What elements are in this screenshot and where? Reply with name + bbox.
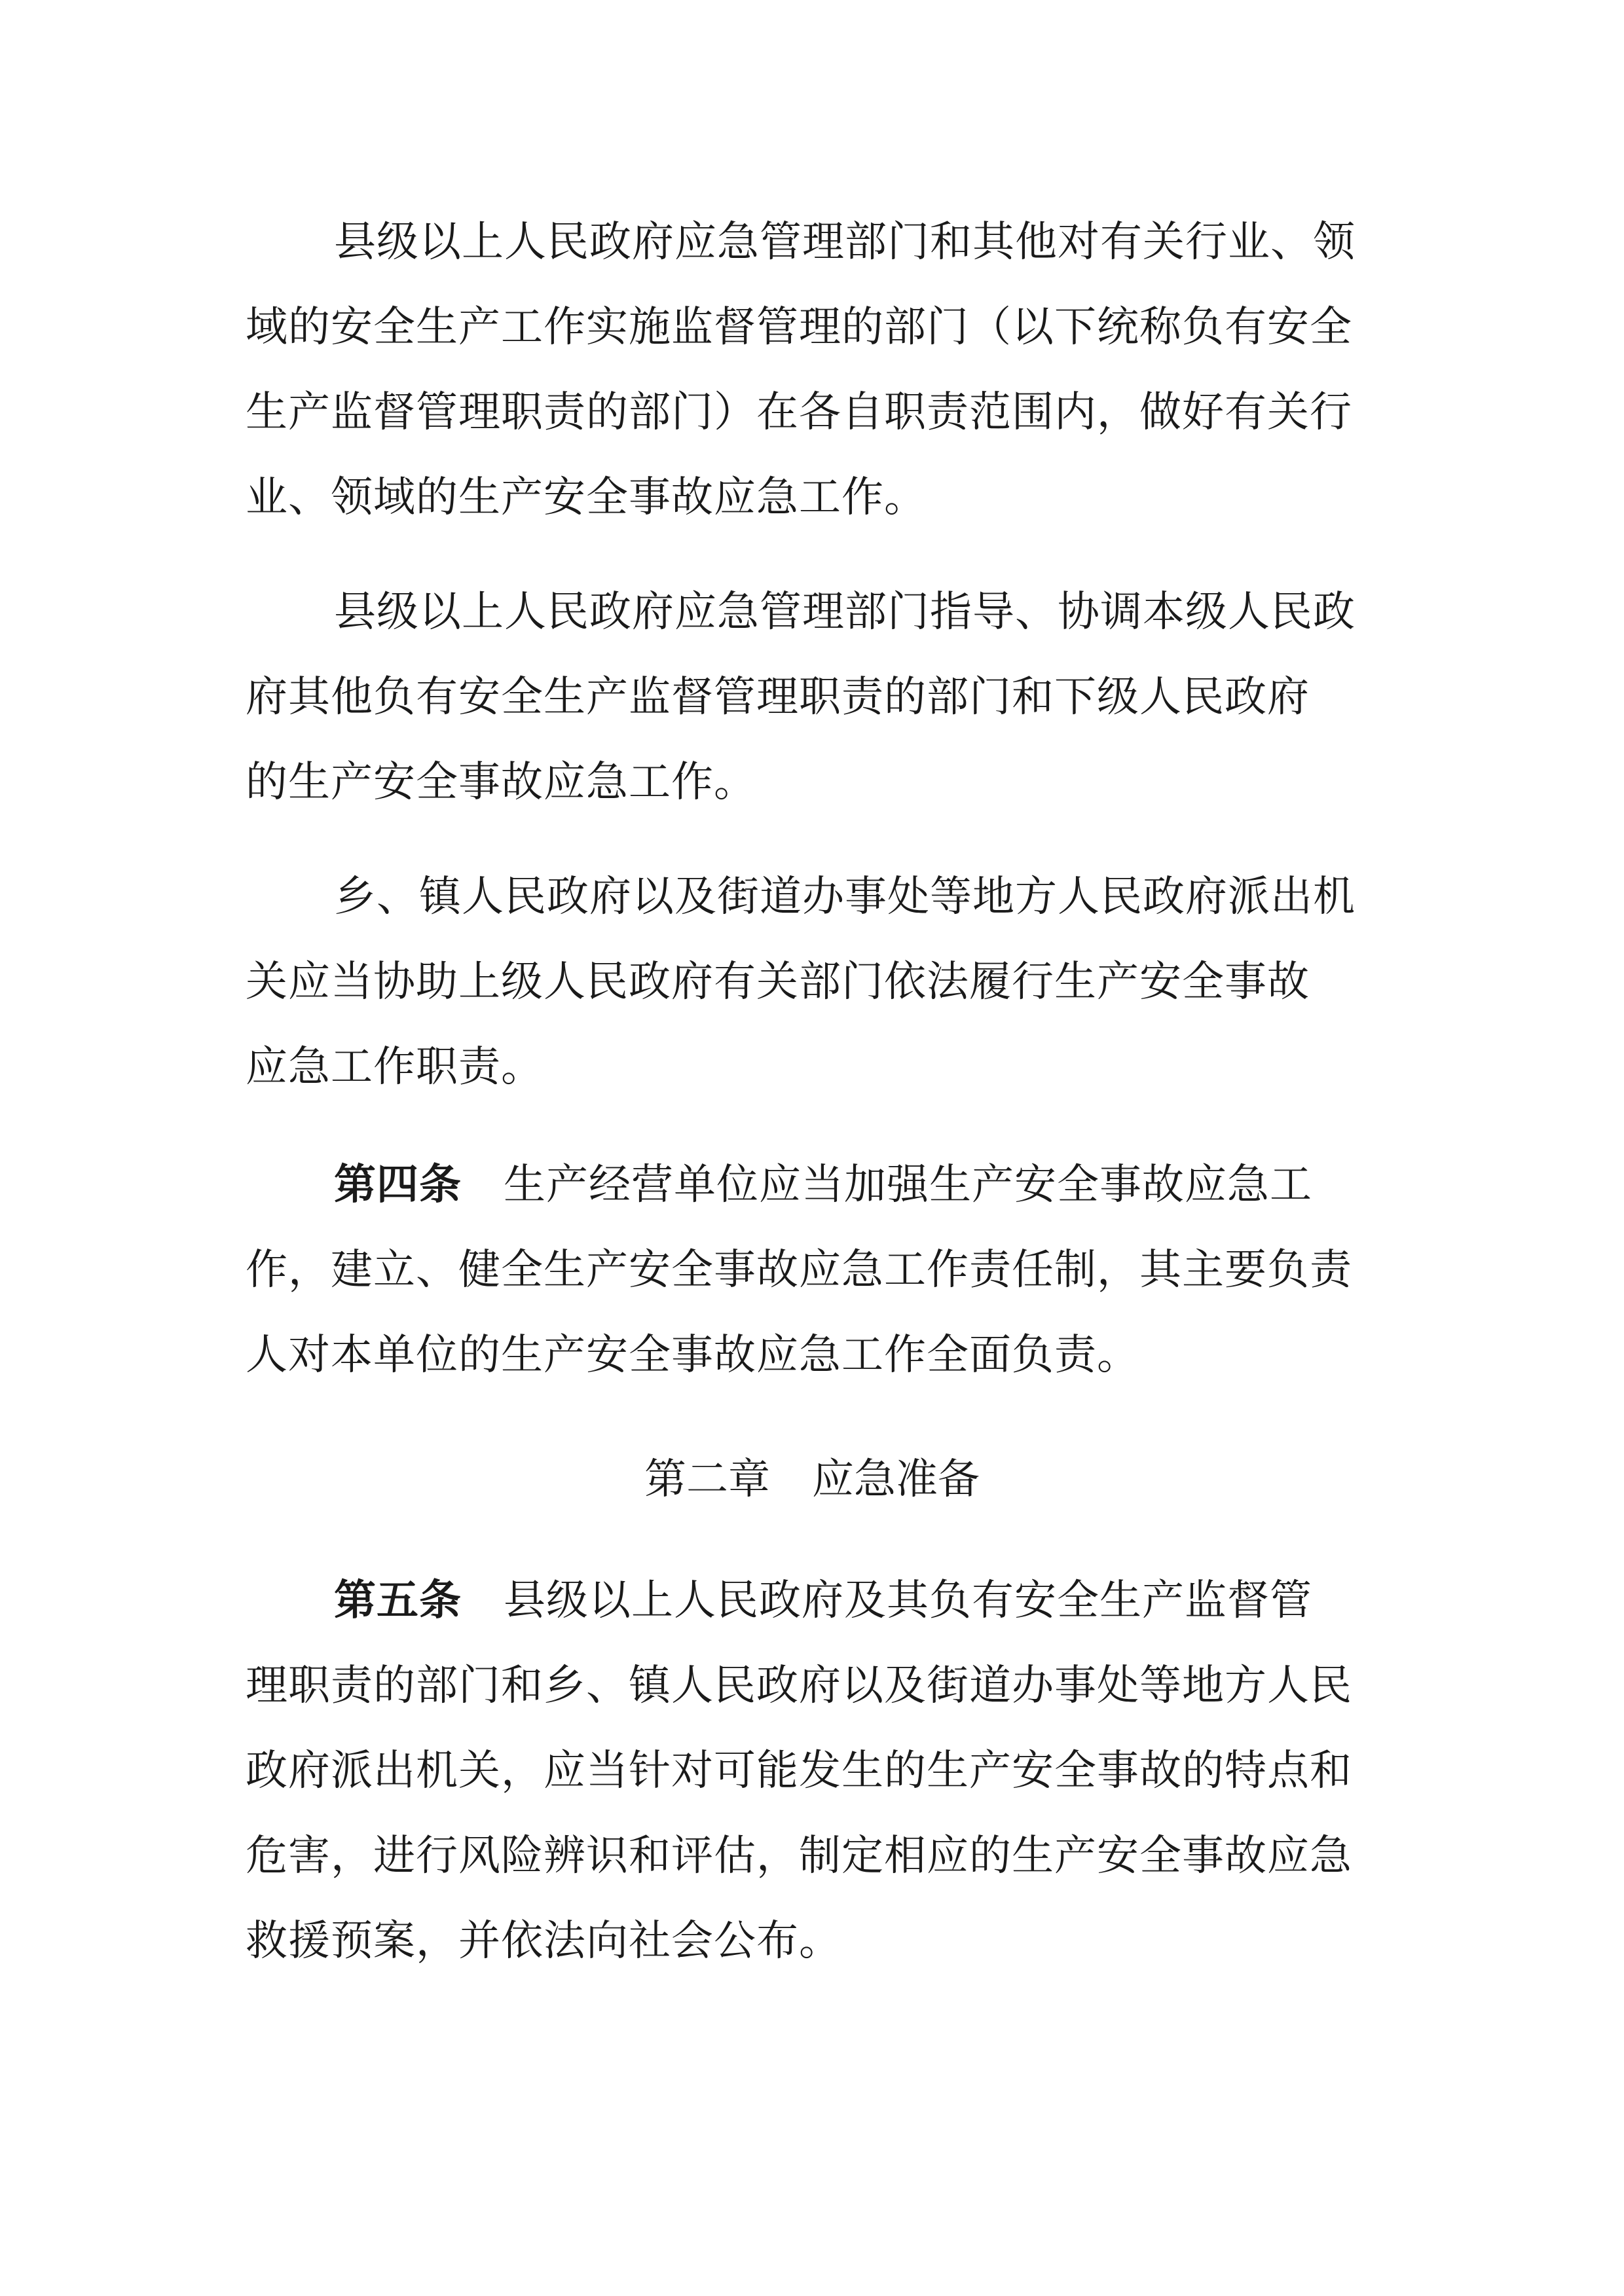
article-5-first-line bbox=[334, 1571, 1312, 1630]
article-5-text: 县级以上人民政府及其负有安全生产监督管 bbox=[504, 1576, 1312, 1625]
article-4-label: 第四条 bbox=[334, 1160, 462, 1209]
chapter-heading bbox=[0, 1450, 1624, 1509]
paragraph-line: 救援预案，并依法向社会公布。 bbox=[246, 1917, 841, 1965]
chapter-number: 第二章 bbox=[644, 1455, 770, 1504]
paragraph-line: 作，建立、健全生产安全事故应急工作责任制，其主要负责 bbox=[246, 1246, 1352, 1294]
paragraph-line: 应急工作职责。 bbox=[246, 1043, 544, 1091]
paragraph-line: 危害，进行风险辨识和评估，制定相应的生产安全事故应急 bbox=[246, 1832, 1352, 1880]
paragraph-line: 县级以上人民政府应急管理部门和其他对有关行业、领 bbox=[334, 218, 1356, 266]
paragraph-line: 府其他负有安全生产监督管理职责的部门和下级人民政府 bbox=[246, 673, 1310, 721]
paragraph-line: 业、领域的生产安全事故应急工作。 bbox=[246, 473, 927, 522]
paragraph-line: 理职责的部门和乡、镇人民政府以及街道办事处等地方人民 bbox=[246, 1662, 1352, 1710]
chapter-title: 应急准备 bbox=[812, 1455, 980, 1504]
paragraph-line: 政府派出机关，应当针对可能发生的生产安全事故的特点和 bbox=[246, 1747, 1352, 1795]
paragraph-line: 域的安全生产工作实施监督管理的部门（以下统称负有安全 bbox=[246, 303, 1352, 352]
article-4-first-line bbox=[334, 1156, 1312, 1214]
paragraph-line: 生产监督管理职责的部门）在各自职责范围内，做好有关行 bbox=[246, 388, 1352, 437]
article-4-text: 生产经营单位应当加强生产安全事故应急工 bbox=[504, 1161, 1312, 1209]
article-5-label: 第五条 bbox=[334, 1576, 462, 1625]
paragraph-line: 县级以上人民政府应急管理部门指导、协调本级人民政 bbox=[334, 588, 1356, 636]
paragraph-line: 的生产安全事故应急工作。 bbox=[246, 758, 756, 807]
paragraph-line: 人对本单位的生产安全事故应急工作全面负责。 bbox=[246, 1331, 1139, 1379]
paragraph-line: 关应当协助上级人民政府有关部门依法履行生产安全事故 bbox=[246, 958, 1310, 1006]
paragraph-line: 乡、镇人民政府以及街道办事处等地方人民政府派出机 bbox=[334, 873, 1356, 921]
